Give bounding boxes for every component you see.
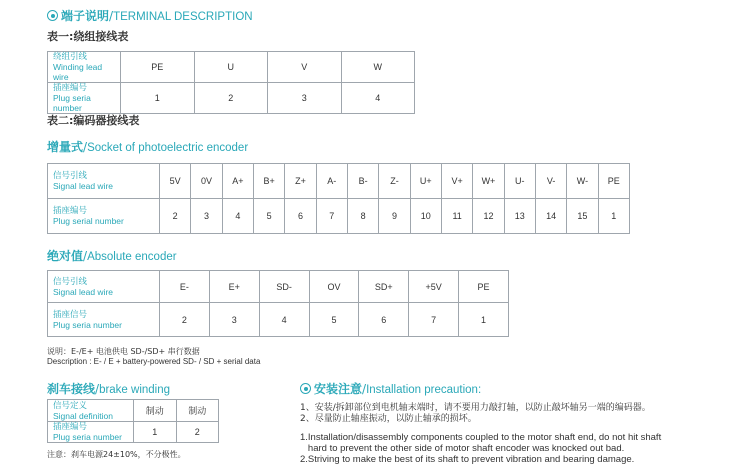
install-title: 安装注意/Installation precaution: — [300, 380, 481, 397]
install-cn-line-1: 1、安装/拆卸部位到电机轴末端时，请不要用力敲打轴，以防止敲坏轴另一端的编码器。 — [300, 403, 651, 413]
table-cell: 1 — [598, 199, 629, 234]
table-cell: W- — [567, 164, 598, 199]
install-cn-line-2: 2、尽量防止轴座振动，以防止轴承的损坏。 — [300, 414, 477, 424]
absolute-note-en: Description : E- / E + battery-powered SD- / SD + serial data — [47, 357, 261, 366]
table-cell: 10 — [410, 199, 441, 234]
table-cell: 制动 — [176, 400, 219, 422]
winding-table — [47, 51, 415, 114]
table-cell: 5 — [309, 303, 359, 337]
section-title-en: TERMINAL DESCRIPTION — [113, 11, 253, 23]
install-en-line-3: 2.Striving to make the best of its shaft to prevent vibration and bearing damage. — [300, 454, 635, 465]
table-cell: U- — [504, 164, 535, 199]
table-cell: 11 — [441, 199, 472, 234]
table-row — [48, 164, 630, 199]
table-cell: 9 — [379, 199, 410, 234]
table-cell: 1 — [134, 422, 177, 443]
row-label: 插座编号 Plug seria number — [48, 422, 134, 443]
circle-bullet-icon — [300, 383, 311, 394]
circle-bullet-icon — [47, 10, 58, 21]
table-cell: 6 — [359, 303, 409, 337]
table1-heading: 表一:绕组接线表 — [47, 30, 129, 43]
table-row — [48, 303, 509, 337]
table-cell: 制动 — [134, 400, 177, 422]
section-title-cn: 端子说明 — [61, 9, 110, 23]
table-cell: 5 — [253, 199, 284, 234]
table-cell: 2 — [160, 303, 210, 337]
table-cell: 13 — [504, 199, 535, 234]
install-en-line-2: hard to prevent the other side of motor shaft encoder was knocked out bad. — [300, 443, 625, 454]
table-cell: 12 — [473, 199, 504, 234]
table-cell: V- — [535, 164, 566, 199]
table2-heading: 表二:编码器接线表 — [47, 114, 140, 127]
row-label: 插座编号 Plug serial number — [48, 199, 160, 234]
table-cell: 14 — [535, 199, 566, 234]
table-cell: Z- — [379, 164, 410, 199]
row-label: 信号引线 Signal lead wire — [48, 271, 160, 303]
table-cell: U+ — [410, 164, 441, 199]
brake-title: 刹车接线/brake winding — [47, 382, 171, 396]
table-cell: 0V — [191, 164, 222, 199]
table-cell: OV — [309, 271, 359, 303]
table-cell: 6 — [285, 199, 316, 234]
table-cell: 2 — [160, 199, 191, 234]
table-cell: 1 — [121, 83, 195, 114]
table-cell: W — [341, 52, 415, 83]
row-label: 插座编号 Plug seria number — [48, 83, 121, 114]
table-cell: 7 — [316, 199, 347, 234]
table-cell: 2 — [176, 422, 219, 443]
table-row — [48, 271, 509, 303]
table-cell: B+ — [253, 164, 284, 199]
incremental-title: 增量式/Socket of photoelectric encoder — [47, 140, 249, 154]
table-cell: U — [194, 52, 268, 83]
table-cell: 3 — [209, 303, 259, 337]
table-cell: W+ — [473, 164, 504, 199]
table-cell: +5V — [409, 271, 459, 303]
table-cell: 3 — [191, 199, 222, 234]
table-cell: PE — [459, 271, 509, 303]
absolute-title: 绝对值/Absolute encoder — [47, 249, 177, 263]
table-cell: E+ — [209, 271, 259, 303]
table-cell: 5V — [160, 164, 191, 199]
table-cell: SD- — [259, 271, 309, 303]
table-cell: A+ — [222, 164, 253, 199]
brake-note: 注意：刹车电源24±10%，不分极性。 — [47, 450, 186, 459]
row-label: 信号引线 Signal lead wire — [48, 164, 160, 199]
table-cell: 3 — [268, 83, 342, 114]
table-cell: 1 — [459, 303, 509, 337]
table-row — [48, 83, 415, 114]
install-en-line-1: 1.Installation/disassembly components coupled to the motor shaft end, do not hit shaft — [300, 432, 662, 443]
section-title — [47, 7, 253, 24]
table-cell: Z+ — [285, 164, 316, 199]
table-cell: V+ — [441, 164, 472, 199]
incremental-encoder-table — [47, 163, 630, 234]
row-label: 插座信号 Plug seria number — [48, 303, 160, 337]
table-cell: 2 — [194, 83, 268, 114]
table-cell: 8 — [347, 199, 378, 234]
table-cell: V — [268, 52, 342, 83]
row-label: 信号定义 Signal definition — [48, 400, 134, 422]
section-title-separator: / — [109, 9, 114, 23]
table-cell: SD+ — [359, 271, 409, 303]
table-cell: B- — [347, 164, 378, 199]
table-cell: PE — [598, 164, 629, 199]
table-cell: A- — [316, 164, 347, 199]
table-cell: 7 — [409, 303, 459, 337]
row-label: 绕组引线 Winding lead wire — [48, 52, 121, 83]
table-cell: 4 — [222, 199, 253, 234]
table-row — [48, 199, 630, 234]
table-row — [48, 52, 415, 83]
table-cell: 4 — [259, 303, 309, 337]
table-row — [48, 400, 219, 422]
absolute-note-cn: 说明：E-/E+ 电池供电 SD-/SD+ 串行数据 — [47, 347, 200, 356]
table-cell: 15 — [567, 199, 598, 234]
table-row — [48, 422, 219, 443]
table-cell: PE — [121, 52, 195, 83]
brake-table — [47, 399, 219, 443]
table-cell: 4 — [341, 83, 415, 114]
absolute-encoder-table — [47, 270, 509, 337]
table-cell: E- — [160, 271, 210, 303]
